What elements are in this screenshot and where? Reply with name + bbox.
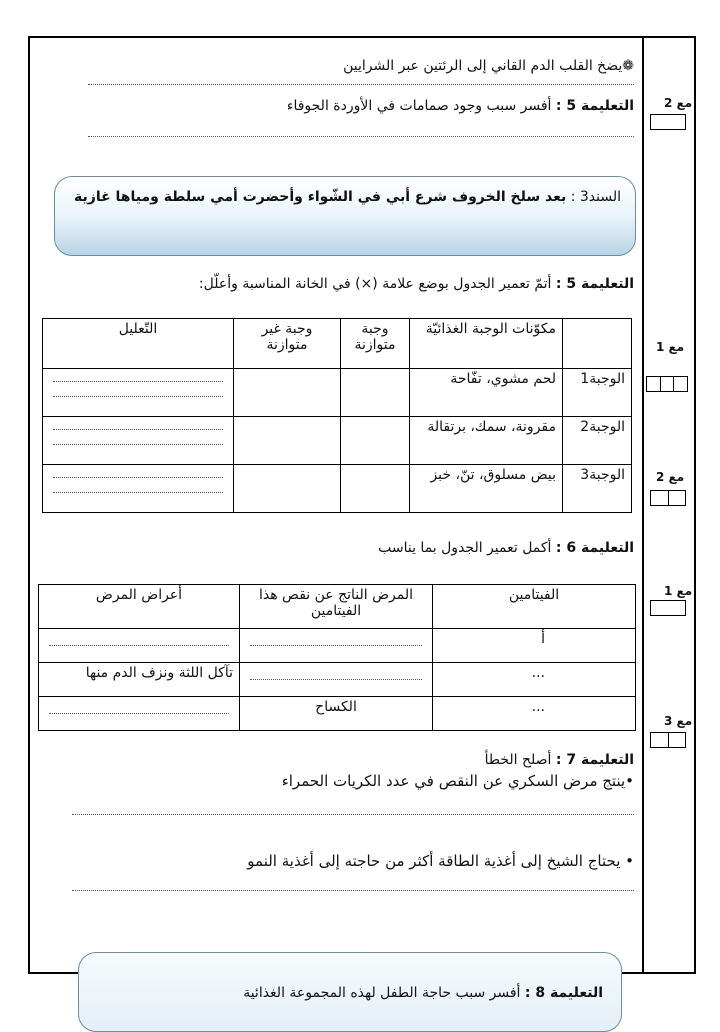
meal-table bbox=[42, 318, 632, 513]
instruction-5a bbox=[287, 98, 634, 114]
instruction-label: التعليمة 8 : bbox=[524, 985, 603, 1001]
answer-line[interactable] bbox=[72, 890, 634, 891]
statement-line: ❁يضخ القلب الدم القاني إلى الرئتين عبر الشرايين bbox=[343, 58, 634, 74]
unbalanced-checkbox[interactable] bbox=[234, 465, 341, 513]
table-header-cell: وجبة غير متوازنة bbox=[234, 319, 341, 369]
justification-field[interactable] bbox=[43, 417, 234, 465]
document-box bbox=[54, 176, 636, 256]
meal-components: بيض مسلوق، تنّ، خبز bbox=[410, 465, 563, 513]
meal-label: الوجبة2 bbox=[563, 417, 632, 465]
balanced-checkbox[interactable] bbox=[341, 417, 410, 465]
answer-line[interactable] bbox=[88, 136, 634, 137]
meal-label: الوجبة3 bbox=[563, 465, 632, 513]
vitamin-field[interactable]: ... bbox=[433, 663, 636, 697]
table-row bbox=[39, 697, 636, 731]
table-header-cell bbox=[563, 319, 632, 369]
vitamin-cell: أ bbox=[433, 629, 636, 663]
instruction-text: أكمل تعمير الجدول بما يناسب bbox=[378, 540, 552, 556]
instruction-6 bbox=[378, 540, 634, 556]
instruction-5b bbox=[199, 276, 634, 292]
score-label: مع 1 bbox=[664, 584, 693, 598]
sanad-text bbox=[74, 189, 621, 205]
table-row bbox=[43, 417, 632, 465]
sanad-label: السند3 : bbox=[570, 189, 621, 205]
table-header-cell: وجبة متوازنة bbox=[341, 319, 410, 369]
score-label: مع 3 bbox=[664, 714, 693, 728]
score-box[interactable] bbox=[650, 490, 686, 506]
table-header-cell: أعراض المرض bbox=[39, 585, 240, 629]
instruction-8 bbox=[243, 985, 603, 1001]
justification-field[interactable] bbox=[43, 369, 234, 417]
score-box[interactable] bbox=[650, 732, 686, 748]
score-box[interactable] bbox=[646, 376, 688, 392]
instruction-8-box bbox=[78, 952, 622, 1032]
instruction-7 bbox=[485, 752, 634, 768]
instruction-text: أفسر سبب حاجة الطفل لهذه المجموعة الغذائية bbox=[243, 985, 521, 1001]
balanced-checkbox[interactable] bbox=[341, 465, 410, 513]
disease-cell: الكساح bbox=[240, 697, 433, 731]
unbalanced-checkbox[interactable] bbox=[234, 369, 341, 417]
score-margin-divider bbox=[642, 36, 644, 974]
instruction-label: التعليمة 5 : bbox=[555, 276, 634, 292]
error-statement-2: • يحتاج الشيخ إلى أغذية الطاقة أكثر من حاجته إلى أغذية النمو bbox=[247, 852, 634, 870]
instruction-label: التعليمة 7 : bbox=[555, 752, 634, 768]
symptoms-field[interactable] bbox=[39, 629, 240, 663]
answer-line[interactable] bbox=[88, 84, 634, 85]
table-header-cell: التّعليل bbox=[43, 319, 234, 369]
meal-label: الوجبة1 bbox=[563, 369, 632, 417]
instruction-label: التعليمة 5 : bbox=[555, 98, 634, 114]
score-box[interactable] bbox=[650, 600, 686, 616]
symptoms-cell: تآكل اللثة ونزف الدم منها bbox=[39, 663, 240, 697]
table-header-cell: المرض الناتج عن نقص هذا الفيتامين bbox=[240, 585, 433, 629]
balanced-checkbox[interactable] bbox=[341, 369, 410, 417]
score-box[interactable] bbox=[650, 114, 686, 130]
instruction-text: أفسر سبب وجود صمامات في الأوردة الجوفاء bbox=[286, 98, 552, 114]
answer-line[interactable] bbox=[72, 814, 634, 815]
instruction-text: أتمّ تعمير الجدول بوضع علامة (×) في الخانة المناسبة وأعلّل: bbox=[198, 276, 552, 292]
meal-components: لحم مشوي، تفّاحة bbox=[410, 369, 563, 417]
vitamin-field[interactable]: ... bbox=[433, 697, 636, 731]
table-header-cell: مكوّنات الوجبة الغذائيّة bbox=[410, 319, 563, 369]
instruction-text: أصلح الخطأ bbox=[484, 752, 552, 768]
disease-field[interactable] bbox=[240, 629, 433, 663]
disease-field[interactable] bbox=[240, 663, 433, 697]
instruction-label: التعليمة 6 : bbox=[555, 540, 634, 556]
table-row bbox=[39, 663, 636, 697]
score-label: مع 2 bbox=[656, 470, 685, 484]
symptoms-field[interactable] bbox=[39, 697, 240, 731]
score-label: مع 2 bbox=[664, 96, 693, 110]
unbalanced-checkbox[interactable] bbox=[234, 417, 341, 465]
justification-field[interactable] bbox=[43, 465, 234, 513]
table-row bbox=[39, 629, 636, 663]
sanad-content: بعد سلخ الخروف شرع أبي في الشّواء وأحضرت أمي سلطة ومياها غازية bbox=[74, 189, 567, 205]
table-header-cell: الفيتامين bbox=[433, 585, 636, 629]
vitamin-table bbox=[38, 584, 636, 731]
error-statement-1: •ينتج مرض السكري عن النقص في عدد الكريات الحمراء bbox=[281, 772, 634, 790]
score-label: مع 1 bbox=[656, 340, 685, 354]
table-row bbox=[43, 369, 632, 417]
meal-components: مقرونة، سمك، برتقالة bbox=[410, 417, 563, 465]
table-row bbox=[43, 465, 632, 513]
